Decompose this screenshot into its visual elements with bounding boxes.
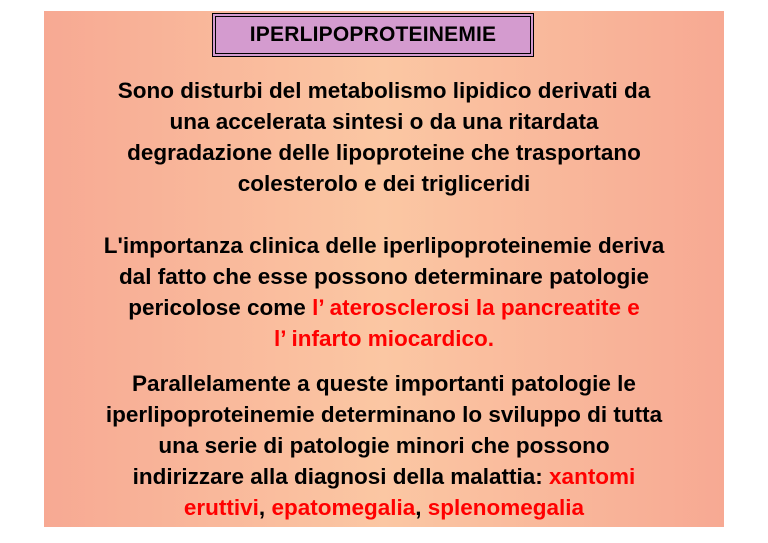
paragraph-clinical-importance [44,230,724,354]
text-line [44,492,724,523]
paragraph-definition [44,75,724,199]
separator: , [258,495,272,520]
slide-title-text: IPERLIPOPROTEINEMIE [249,23,497,46]
highlight-line: l’ infarto miocardico. [273,326,495,351]
slide-title [212,13,534,57]
highlight-term-xantomi: xantomi [549,464,636,489]
text-line [44,292,724,323]
highlight-term-eruttivi: eruttivi [183,495,259,520]
paragraph-minor-pathologies [44,368,724,523]
text-line: iperlipoproteinemie determinano lo sviluppo di tutta [105,402,663,427]
highlight-term-splenomegalia: splenomegalia [427,495,585,520]
text-line: L'importanza clinica delle iperlipoproteinemie deriva [103,233,665,258]
text-line: dal fatto che esse possono determinare patologie [118,264,650,289]
separator: , [415,495,428,520]
text-line: colesterolo e dei trigliceridi [237,171,531,196]
highlight-term-epatomegalia: epatomegalia [271,495,416,520]
text-line [44,461,724,492]
text-line: una serie di patologie minori che possono [158,433,610,458]
highlight-text: l’ aterosclerosi la pancreatite e [312,295,640,320]
text-line: Parallelamente a queste importanti patologie le [132,371,636,396]
text-line: una accelerata sintesi o da una ritardata [169,109,599,134]
slide [44,11,724,527]
text-line: degradazione delle lipoproteine che trasportano [127,140,641,165]
text-segment: pericolose come [128,295,313,320]
text-line: Sono disturbi del metabolismo lipidico derivati da [117,78,651,103]
text-segment: indirizzare alla diagnosi della malattia: [132,464,550,489]
